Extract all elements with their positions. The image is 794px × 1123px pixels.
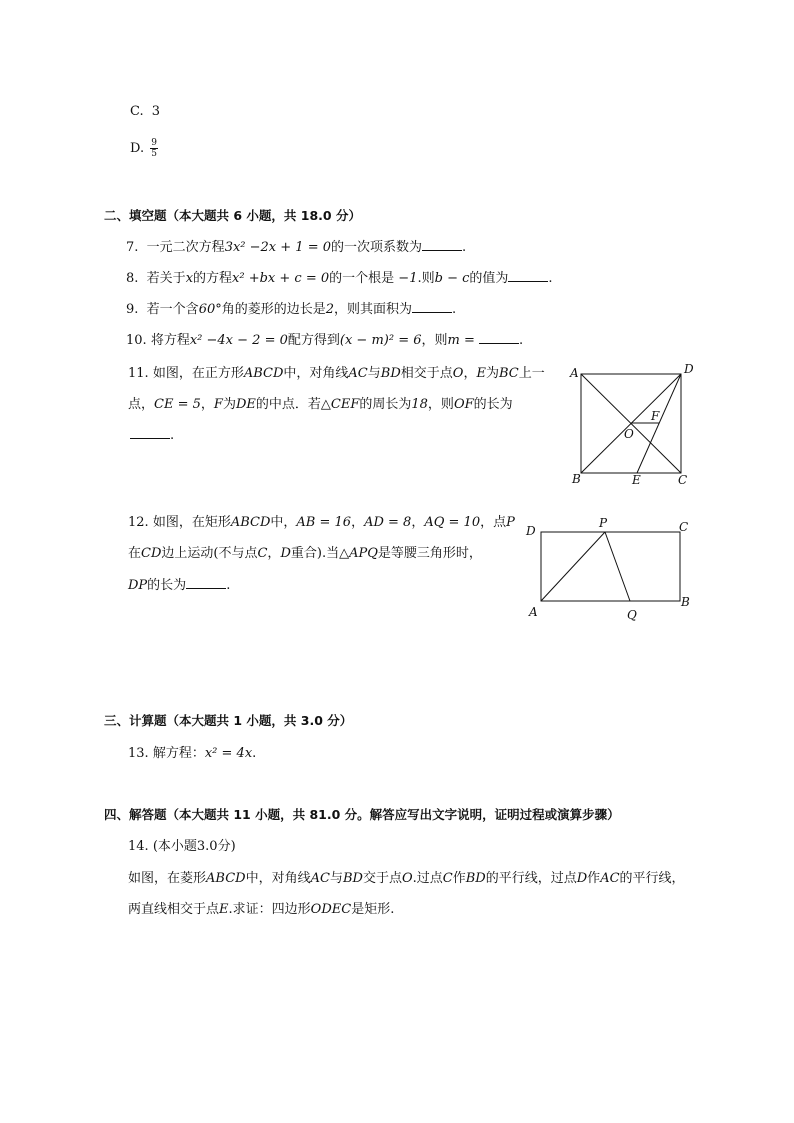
q7-equation: 3x² −2x + 1 = 0 — [224, 240, 331, 255]
q7-text-1: 一元二次方程 — [146, 240, 225, 255]
label-a: A — [529, 605, 538, 619]
q14-text: 作 — [587, 871, 601, 886]
question-14-line-2 — [128, 900, 394, 920]
label-d: D — [526, 524, 536, 538]
diagonal-ac — [581, 374, 681, 473]
q12-text: 是等腰三角形时， — [377, 546, 482, 561]
q12-text: . — [226, 578, 231, 593]
q12-math: △APQ — [339, 546, 378, 561]
q10-number: 10. — [126, 333, 147, 348]
q7-number: 7. — [126, 240, 139, 255]
q11-math: O — [452, 366, 464, 381]
q11-text: ，则 — [427, 397, 454, 412]
q10-equation-2: (x − m)² = 6 — [339, 333, 422, 348]
section-calc-heading: 三、计算题（本大题共 1 小题，共 3.0 分） — [104, 713, 353, 728]
q11-math: 18 — [411, 397, 428, 412]
q11-math: ABCD — [243, 366, 284, 381]
q14-text: 交于点 — [362, 871, 402, 886]
q14-math: ABCD — [206, 871, 246, 886]
q12-text: ， — [411, 515, 425, 530]
label-o: O — [624, 427, 634, 441]
q12-text: 如图，在矩形 — [152, 515, 231, 530]
q11-text: 如图，在正方形 — [152, 366, 244, 381]
question-14-line-1 — [128, 869, 685, 889]
q14-text: 两直线相交于点 — [128, 902, 220, 917]
q12-text: 的长为 — [147, 578, 187, 593]
choice-c-value: 3 — [151, 104, 161, 119]
q11-math: DE — [235, 397, 256, 412]
q9-number: 9. — [126, 302, 139, 317]
section-answer-heading: 四、解答题（本大题共 11 小题，共 81.0 分。解答应写出文字说明，证明过程或演算步骤） — [104, 807, 620, 822]
choice-d-label: D. — [130, 141, 145, 156]
q14-text: 的平行线， — [619, 871, 685, 886]
q7-text-3: . — [462, 240, 467, 255]
q10-text-2: 配方得到 — [287, 333, 340, 348]
q12-text: 边上运动(不与点 — [161, 546, 258, 561]
q11-text: 中，对角线 — [283, 366, 349, 381]
q9-text-2: 角的菱形的边长是 — [221, 302, 326, 317]
q14-math: ODEC — [310, 902, 352, 917]
q12-text: ，点 — [480, 515, 507, 530]
answer-blank[interactable] — [412, 300, 452, 313]
label-c: C — [678, 473, 688, 487]
q11-text: 的长为 — [473, 397, 513, 412]
segment-de — [637, 374, 681, 473]
q8-text-4: .则 — [417, 271, 435, 286]
q14-text: 作 — [452, 871, 466, 886]
q14-number: 14. — [128, 839, 149, 854]
q12-math: AQ = 10 — [424, 515, 481, 530]
q14-text: .过点 — [412, 871, 443, 886]
answer-blank[interactable] — [508, 269, 548, 282]
q14-text: 如图，在菱形 — [128, 871, 207, 886]
q8-math-4: b − c — [434, 271, 470, 286]
q14-math: BD — [465, 871, 486, 886]
diagonal-bd — [581, 374, 681, 473]
question-10 — [126, 331, 523, 351]
q12-math: P — [506, 515, 515, 530]
choice-d-fraction — [150, 138, 158, 159]
q11-text: 为 — [485, 366, 499, 381]
q8-math-1: x — [185, 271, 194, 286]
choice-c-label: C. — [130, 104, 144, 119]
rectangle-outline — [541, 532, 680, 601]
q14-text: .求证：四边形 — [228, 902, 311, 917]
q11-text: 与 — [367, 366, 381, 381]
question-11-line-3 — [130, 426, 174, 446]
q8-number: 8. — [126, 271, 139, 286]
q12-text: ， — [267, 546, 281, 561]
choice-d — [130, 138, 158, 159]
q8-math-3: −1 — [398, 271, 418, 286]
q10-math-3: m = — [447, 333, 475, 348]
q8-equation: x² +bx + c = 0 — [232, 271, 330, 286]
question-12-line-3 — [128, 576, 230, 596]
answer-blank[interactable] — [479, 331, 519, 344]
q13-text-1: 解方程： — [152, 746, 205, 761]
answer-blank[interactable] — [186, 576, 226, 589]
segment-ap — [541, 532, 605, 601]
q11-text: ， — [463, 366, 477, 381]
label-p: P — [599, 516, 608, 530]
q10-equation-1: x² −4x − 2 = 0 — [189, 333, 288, 348]
answer-blank[interactable] — [422, 238, 462, 251]
q11-text: 的中点．若 — [255, 397, 321, 412]
label-b: B — [572, 472, 581, 486]
q14-text: 中，对角线 — [245, 871, 311, 886]
segment-pq — [605, 532, 630, 601]
question-8 — [126, 269, 553, 289]
q11-math: OF — [453, 397, 474, 412]
square-outline — [581, 374, 681, 473]
fraction-numerator: 9 — [151, 138, 157, 148]
question-11-line-1 — [128, 364, 545, 384]
label-q: Q — [627, 608, 637, 622]
q11-text: 相交于点 — [400, 366, 453, 381]
label-e: E — [632, 473, 641, 487]
question-11-line-2 — [128, 395, 513, 415]
q11-math: BD — [380, 366, 401, 381]
q8-text-3: 的一个根是 — [329, 271, 395, 286]
label-a: A — [570, 366, 579, 380]
q9-text-3: ，则其面积为 — [334, 302, 413, 317]
q14-math: O — [401, 871, 413, 886]
q9-math-1: 60° — [198, 302, 222, 317]
q14-math: E — [219, 902, 229, 917]
answer-blank[interactable] — [130, 426, 170, 439]
q9-text-1: 若一个含 — [146, 302, 199, 317]
q13-text-2: . — [252, 746, 257, 761]
q12-math: AD = 8 — [364, 515, 412, 530]
q14-math: AC — [600, 871, 620, 886]
q11-text: ， — [200, 397, 214, 412]
q14-text: 与 — [329, 871, 343, 886]
q14-math: D — [576, 871, 588, 886]
section-fill-in-heading: 二、填空题（本大题共 6 小题，共 18.0 分） — [104, 208, 361, 223]
question-13 — [128, 744, 256, 764]
q11-math: BC — [498, 366, 519, 381]
label-f: F — [651, 409, 660, 423]
label-d: D — [684, 362, 694, 376]
q10-text-3: ，则 — [421, 333, 448, 348]
q14-math: BD — [342, 871, 363, 886]
q12-text: 重合).当 — [290, 546, 340, 561]
q12-text: ， — [351, 515, 365, 530]
q11-math: F — [213, 397, 223, 412]
q8-text-1: 若关于 — [146, 271, 186, 286]
q11-text: 为 — [222, 397, 236, 412]
q13-number: 13. — [128, 746, 149, 761]
q12-math: AB = 16 — [296, 515, 352, 530]
q12-math: CD — [141, 546, 162, 561]
question-14-header — [128, 837, 236, 857]
q8-text-6: . — [548, 271, 553, 286]
q12-text: 中， — [270, 515, 297, 530]
q8-text-2: 的方程 — [193, 271, 233, 286]
q11-text: 点， — [128, 397, 155, 412]
q11-math: CE = 5 — [154, 397, 201, 412]
fraction-denominator: 5 — [151, 149, 157, 159]
q14-math: C — [442, 871, 453, 886]
q9-text-4: . — [452, 302, 457, 317]
q12-math: D — [280, 546, 291, 561]
q14-text: 是矩形. — [351, 902, 395, 917]
q10-text-4: . — [519, 333, 524, 348]
q14-score: (本小题3.0分) — [152, 839, 236, 854]
q12-text: 在 — [128, 546, 142, 561]
label-b: B — [681, 595, 690, 609]
q13-equation: x² = 4x — [204, 746, 253, 761]
label-c: C — [679, 520, 689, 534]
q11-math: △CEF — [320, 397, 360, 412]
question-9 — [126, 300, 456, 320]
q14-text: 的平行线，过点 — [485, 871, 577, 886]
q11-math: E — [476, 366, 486, 381]
q11-math: AC — [348, 366, 368, 381]
question-7 — [126, 238, 466, 258]
q11-number: 11. — [128, 366, 149, 381]
question-12-line-1 — [128, 513, 515, 533]
q11-text: 的周长为 — [359, 397, 412, 412]
q11-text: . — [170, 428, 175, 443]
q12-math: ABCD — [230, 515, 271, 530]
q11-text: 上一 — [518, 366, 545, 381]
q7-text-2: 的一次项系数为 — [331, 240, 423, 255]
q10-text-1: 将方程 — [150, 333, 190, 348]
q12-math: C — [257, 546, 268, 561]
q14-math: AC — [310, 871, 330, 886]
q12-number: 12. — [128, 515, 149, 530]
q8-text-5: 的值为 — [469, 271, 509, 286]
q9-math-2: 2 — [325, 302, 335, 317]
q12-math: DP — [128, 578, 148, 593]
choice-c — [130, 102, 160, 122]
question-12-line-2 — [128, 544, 482, 564]
